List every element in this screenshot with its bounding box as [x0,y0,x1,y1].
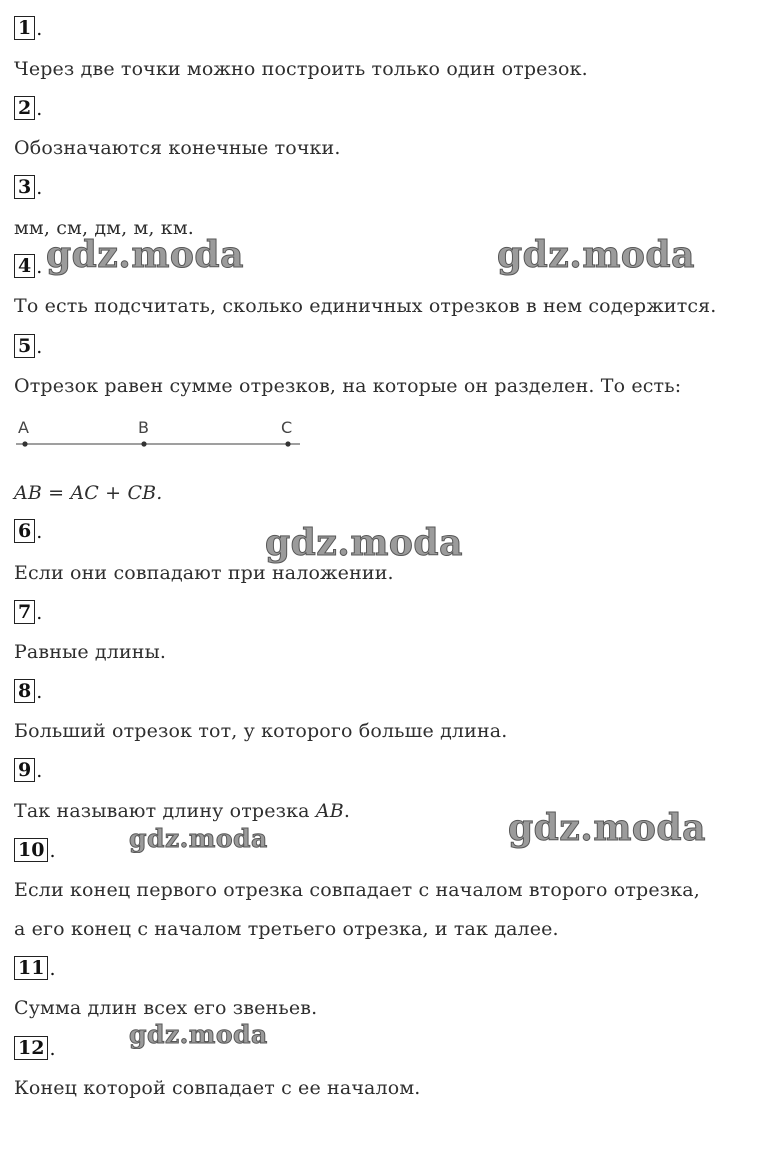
item-number-4: 4 . [14,254,42,278]
item-number-11: 11 . [14,956,56,980]
answer-2: Обозначаются конечные точки. [14,137,341,159]
item-number-3: 3 . [14,175,42,199]
item-number-7: 7 . [14,600,42,624]
watermark: gdz.moda [129,824,268,853]
answer-8: Больший отрезок тот, у которого больше длина. [14,720,508,742]
answer-1: Через две точки можно построить только один отрезок. [14,58,588,80]
item-number-5: 5 . [14,334,42,358]
item-number-12: 12 . [14,1036,56,1060]
watermark: gdz.moda [508,807,706,849]
answer-9: Так называют длину отрезка AB. [14,800,351,822]
answer-5: Отрезок равен сумме отрезков, на которые он разделен. То есть: [14,375,682,397]
watermark: gdz.moda [497,234,695,276]
item-number-2: 2 . [14,96,42,120]
watermark: gdz.moda [265,522,463,564]
answer-10-line-1: Если конец первого отрезка совпадает с началом второго отрезка, [14,879,700,901]
answer-11: Сумма длин всех его звеньев. [14,997,318,1019]
point-c-label: C [281,418,293,437]
point-a-dot [22,441,27,446]
item-number-10: 10 . [14,838,56,862]
item-number-8: 8 . [14,679,42,703]
point-b-dot [141,441,146,446]
answer-3: мм, см, дм, м, км. [14,217,194,239]
answer-4: То есть подсчитать, сколько единичных отрезков в нем содержится. [14,295,717,317]
segment-figure [10,414,310,454]
point-b-label: B [138,418,149,437]
answer-7: Равные длины. [14,641,167,663]
watermark: gdz.moda [46,234,244,276]
segment-equation: AB = AC + CB. [14,482,163,504]
watermark: gdz.moda [129,1020,268,1049]
item-number-9: 9 . [14,758,42,782]
point-c-dot [285,441,290,446]
point-a-label: A [18,418,29,437]
answer-6: Если они совпадают при наложении. [14,562,394,584]
item-number-6: 6 . [14,519,42,543]
answer-10-line-2: а его конец с началом третьего отрезка, и так далее. [14,918,559,940]
answer-12: Конец которой совпадает с ее началом. [14,1077,421,1099]
item-number-1: 1 . [14,16,42,40]
